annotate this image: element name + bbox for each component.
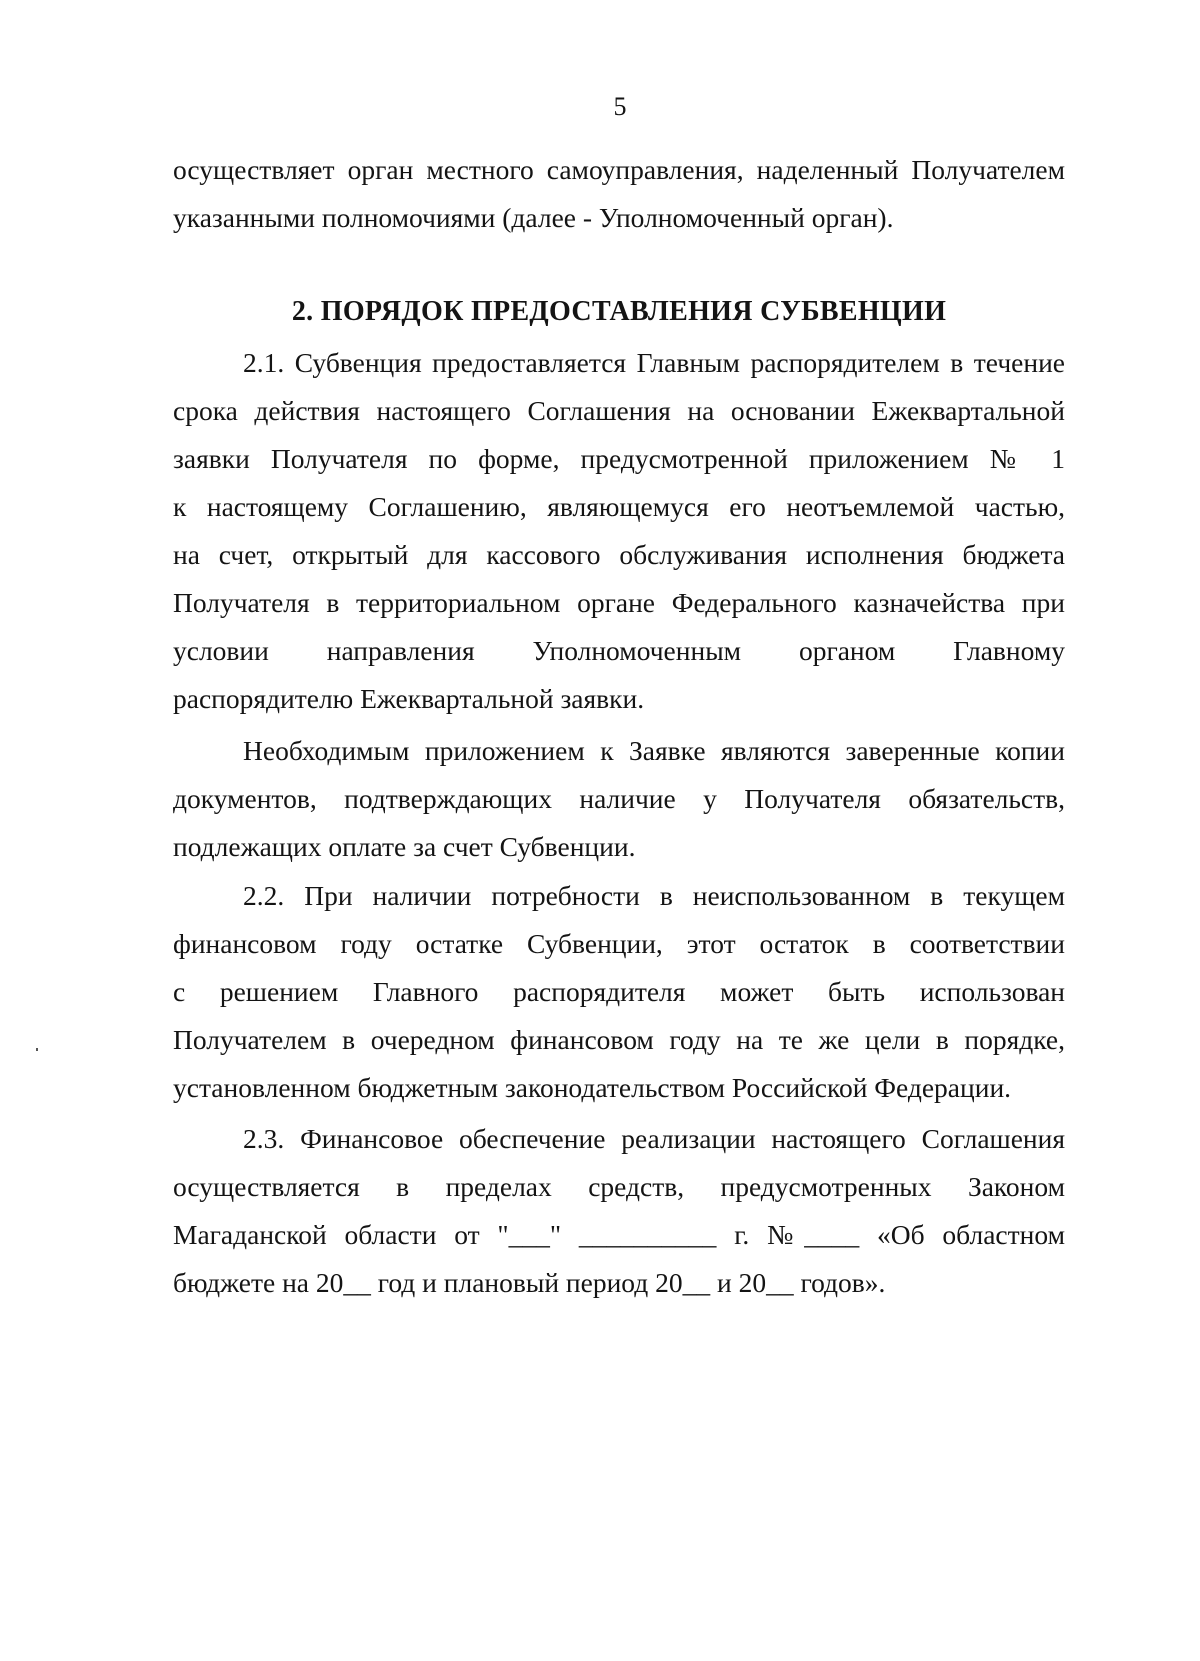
section-title: 2. ПОРЯДОК ПРЕДОСТАВЛЕНИЯ СУБВЕНЦИИ — [291, 296, 947, 327]
scan-speck — [36, 1048, 38, 1051]
text-line: к настоящему Соглашению, являющемуся его неотъемлемой частью, — [173, 491, 1065, 522]
intro-paragraph — [173, 146, 1065, 242]
page-number: 5 — [613, 92, 627, 121]
paragraph-2-1 — [173, 339, 1065, 723]
paragraph-2-2 — [173, 872, 1065, 1112]
text-line: Необходимым приложением к Заявке являются заверенные копии — [243, 735, 1065, 766]
text-line: Получателя в территориальном органе Федерального казначейства при — [173, 587, 1065, 618]
text-line: финансовом году остатке Субвенции, этот остаток в соответствии — [173, 928, 1065, 959]
text-line: с решением Главного распорядителя может быть использован — [173, 976, 1065, 1007]
text-line: установленном бюджетным законодательством Российской Федерации. — [173, 1072, 1012, 1103]
text-line: осуществляется в пределах средств, предусмотренных Законом — [173, 1171, 1065, 1202]
text-line: 2.3. Финансовое обеспечение реализации настоящего Соглашения — [243, 1123, 1065, 1154]
text-line: осуществляет орган местного самоуправления, наделенный Получателем — [173, 154, 1065, 185]
text-line: условии направления Уполномоченным органом Главному — [173, 635, 1065, 666]
text-line: 2.2. При наличии потребности в неиспользованном в текущем — [243, 880, 1065, 911]
text-line: документов, подтверждающих наличие у Получателя обязательств, — [173, 783, 1065, 814]
text-line: указанными полномочиями (далее - Уполномоченный орган). — [173, 202, 894, 233]
text-line: 2.1. Субвенция предоставляется Главным распорядителем в течение — [243, 347, 1065, 378]
text-line: заявки Получателя по форме, предусмотренной приложением № 1 — [173, 443, 1065, 474]
text-line: бюджете на 20__ год и плановый период 20__ и 20__ годов». — [173, 1267, 886, 1298]
text-line: на счет, открытый для кассового обслуживания исполнения бюджета — [173, 539, 1065, 570]
text-line: распорядителю Ежеквартальной заявки. — [173, 683, 645, 714]
text-line: Получателем в очередном финансовом году на те же цели в порядке, — [173, 1024, 1065, 1055]
text-line: Магаданской области от "___" __________ г. №____ «Об областном — [173, 1219, 1065, 1250]
text-line: срока действия настоящего Соглашения на основании Ежеквартальной — [173, 395, 1065, 426]
paragraph-attachment — [173, 727, 1065, 871]
text-line: подлежащих оплате за счет Субвенции. — [173, 831, 636, 862]
paragraph-2-3 — [173, 1115, 1065, 1307]
